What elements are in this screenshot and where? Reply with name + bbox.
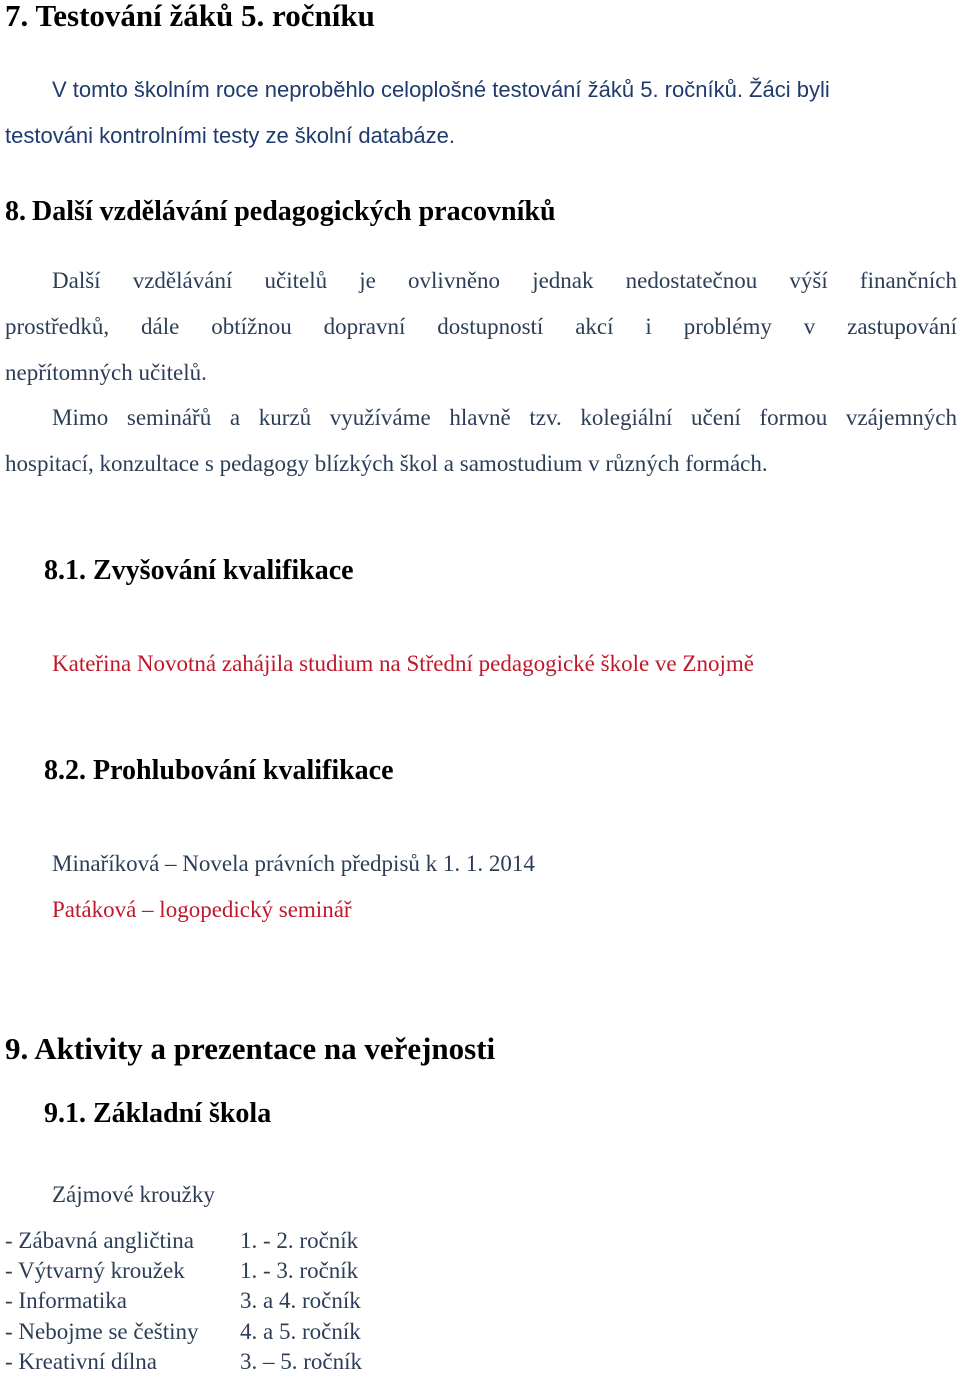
list-item-name: - Výtvarný kroužek [5, 1258, 185, 1283]
list-item [5, 1288, 361, 1314]
list-item-name: - Zábavná angličtina [5, 1228, 195, 1253]
list-item-name: - Nebojme se češtiny [5, 1319, 199, 1344]
section-8-heading-text: Další vzdělávání pedagogických pracovníků [32, 196, 556, 227]
list-item [5, 1349, 362, 1375]
list-item-grade: 3. – 5. ročník [240, 1349, 363, 1374]
section-8-1-text: Kateřina Novotná zahájila studium na Střední pedagogické škole ve Znojmě [52, 651, 754, 676]
section-8-1-heading: 8.1. Zvyšování kvalifikace [44, 555, 354, 586]
section-8-paragraph-1-line-3: nepřítomných učitelů. [5, 360, 207, 385]
section-8-heading [5, 196, 556, 228]
list-item [5, 1319, 361, 1345]
section-8-paragraph-2-line-2: hospitací, konzultace s pedagogy blízkých škol a samostudium v různých formách. [5, 451, 768, 476]
list-item-grade: 3. a 4. ročník [240, 1288, 361, 1313]
section-9-1-subheading: Zájmové kroužky [52, 1182, 215, 1207]
section-8-heading-number: 8. [5, 196, 26, 227]
list-item [5, 1258, 358, 1284]
section-8-2-heading: 8.2. Prohlubování kvalifikace [44, 755, 394, 786]
section-7-paragraph-line-1: V tomto školním roce neproběhlo celoplošné testování žáků 5. ročníků. Žáci byli [52, 77, 830, 102]
list-item-grade: 1. - 3. ročník [240, 1258, 359, 1283]
section-7-heading: 7. Testování žáků 5. ročníku [5, 0, 375, 33]
section-9-1-heading: 9.1. Základní škola [44, 1098, 272, 1129]
section-8-paragraph-2-line-1: Mimo seminářů a kurzů využíváme hlavně tzv. kolegiální učení formou vzájemných [52, 405, 957, 430]
section-8-paragraph-1-line-1: Další vzdělávání učitelů je ovlivněno jednak nedostatečnou výší finančních [52, 268, 957, 293]
section-9-heading: 9. Aktivity a prezentace na veřejnosti [5, 1031, 496, 1066]
list-item-grade: 4. a 5. ročník [240, 1319, 361, 1344]
list-item [5, 1228, 358, 1254]
section-8-paragraph-1-line-2: prostředků, dále obtížnou dopravní dostupností akcí i problémy v zastupování [5, 314, 957, 339]
list-item-name: - Kreativní dílna [5, 1349, 158, 1374]
list-item-name: - Informatika [5, 1288, 127, 1313]
section-8-2-line-1: Minaříková – Novela právních předpisů k 1. 1. 2014 [52, 851, 535, 876]
section-7-paragraph-line-2: testováni kontrolními testy ze školní databáze. [5, 123, 456, 148]
section-8-2-line-2: Patáková – logopedický seminář [52, 897, 352, 922]
list-item-grade: 1. - 2. ročník [240, 1228, 359, 1253]
